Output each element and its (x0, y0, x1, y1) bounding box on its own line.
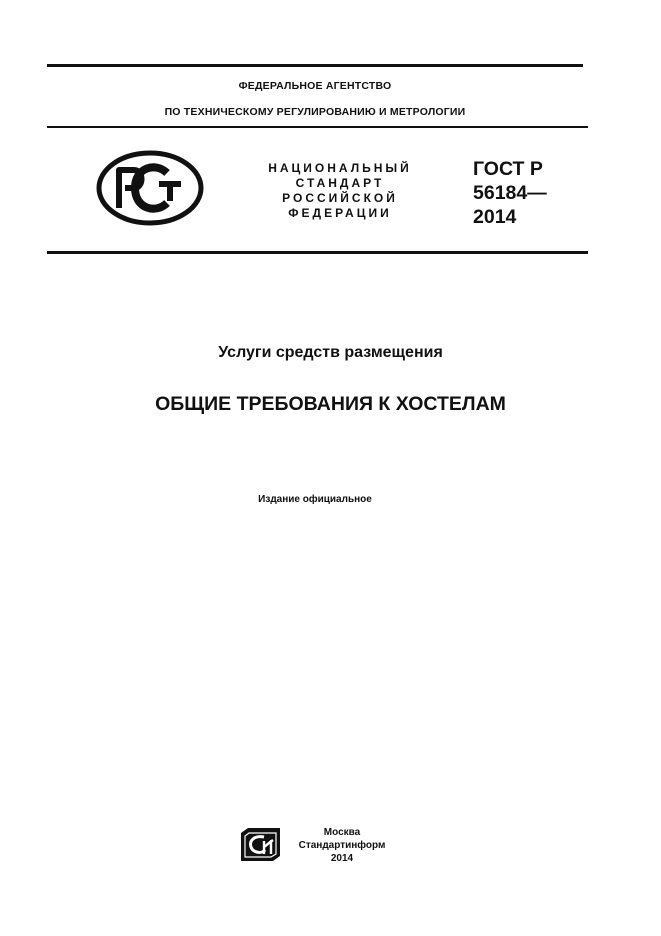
publisher-city: Москва (323, 827, 361, 838)
bottom-rule (47, 251, 588, 254)
document-title: ОБЩИЕ ТРЕБОВАНИЯ К ХОСТЕЛАМ (155, 393, 506, 415)
standard-type-line3: РОССИЙСКОЙ (282, 191, 398, 205)
standartinform-logo-icon (240, 827, 282, 862)
doc-number-line1: ГОСТ Р (473, 158, 543, 180)
agency-name-line2: ПО ТЕХНИЧЕСКОМУ РЕГУЛИРОВАНИЮ И МЕТРОЛОГИИ (164, 106, 466, 118)
gost-r-mark-icon (96, 150, 204, 226)
standard-type-line2: СТАНДАРТ (295, 176, 385, 190)
top-rule (47, 64, 583, 67)
publisher-imprint (290, 826, 394, 865)
agency-name-line1: ФЕДЕРАЛЬНОЕ АГЕНТСТВО (238, 80, 392, 92)
middle-rule (47, 126, 588, 128)
publisher-name: Стандартинформ (298, 840, 386, 851)
doc-number-line3: 2014 (473, 206, 517, 228)
edition-note: Издание официальное (258, 494, 372, 505)
document-number (473, 157, 547, 229)
standard-type-line1: НАЦИОНАЛЬНЫЙ (268, 161, 412, 175)
publication-year: 2014 (330, 853, 354, 864)
doc-number-line2: 56184— (473, 182, 547, 204)
document-subtitle: Услуги средств размещения (218, 344, 443, 361)
standard-type-block (250, 161, 430, 221)
standard-type-line4: ФЕДЕРАЦИИ (288, 206, 392, 220)
